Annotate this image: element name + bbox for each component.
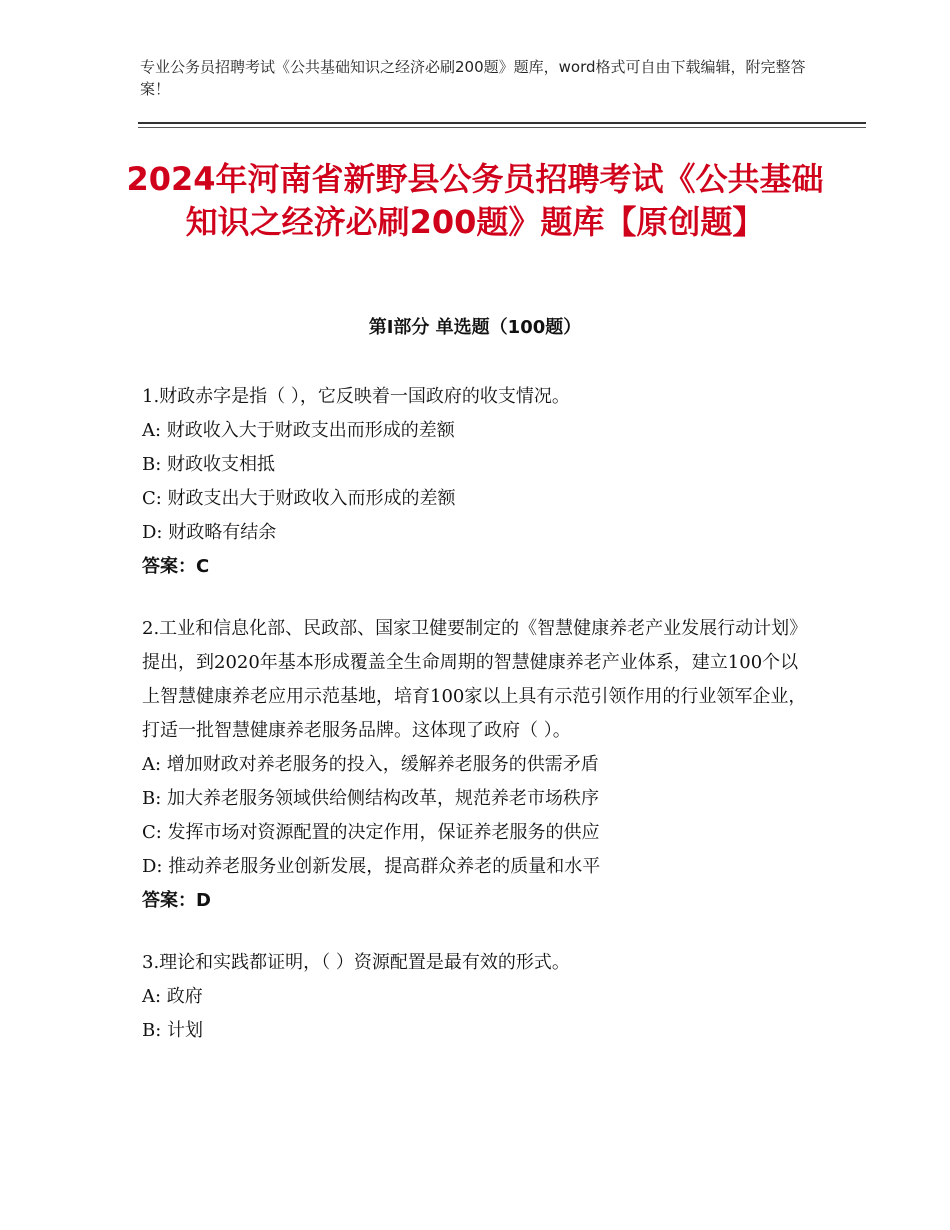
- option-d: D: 推动养老服务业创新发展，提高群众养老的质量和水平: [142, 856, 601, 877]
- question-stem: 1.财政赤字是指（ ），它反映着一国政府的收支情况。: [142, 386, 570, 407]
- header-rule-thick: [138, 122, 866, 124]
- option-b: B: 加大养老服务领域供给侧结构改革，规范养老市场秩序: [142, 788, 600, 809]
- option-c: C: 发挥市场对资源配置的决定作用，保证养老服务的供应: [142, 822, 600, 843]
- question-stem: 2.工业和信息化部、民政部、国家卫健要制定的《智慧健康养老产业发展行动计划》提出，到2020年基本形成覆盖全生命周期的智慧健康养老产业体系，建立100个以上智慧健康养老应用示范基地，培育100家以上具有示范引领作用的行业领军企业，打适一批智慧健康养老服务品牌。这体现了政府（ ）。: [142, 618, 808, 741]
- option-a: A: 政府: [142, 986, 203, 1007]
- answer: 答案：D: [142, 890, 211, 911]
- header-note: 专业公务员招聘考试《公共基础知识之经济必刷200题》题库，word格式可自由下载编辑，附完整答案！: [140, 58, 806, 98]
- question-1: [142, 380, 812, 584]
- section-title: 第I部分 单选题（100题）: [368, 317, 582, 338]
- header-rule-thin: [138, 127, 866, 128]
- option-b: B: 计划: [142, 1020, 204, 1041]
- question-stem: 3.理论和实践都证明，（ ）资源配置是最有效的形式。: [142, 952, 570, 973]
- question-2: [142, 612, 812, 918]
- option-c: C: 财政支出大于财政收入而形成的差额: [142, 488, 456, 509]
- question-3: [142, 946, 812, 1048]
- answer: 答案：C: [142, 556, 210, 577]
- question-list: [142, 380, 812, 1076]
- document-title: 2024年河南省新野县公务员招聘考试《公共基础知识之经济必刷200题》题库【原创题】: [126, 160, 824, 241]
- option-b: B: 财政收支相抵: [142, 454, 276, 475]
- option-a: A: 财政收入大于财政支出而形成的差额: [142, 420, 455, 441]
- option-a: A: 增加财政对养老服务的投入，缓解养老服务的供需矛盾: [142, 754, 599, 775]
- option-d: D: 财政略有结余: [142, 522, 277, 543]
